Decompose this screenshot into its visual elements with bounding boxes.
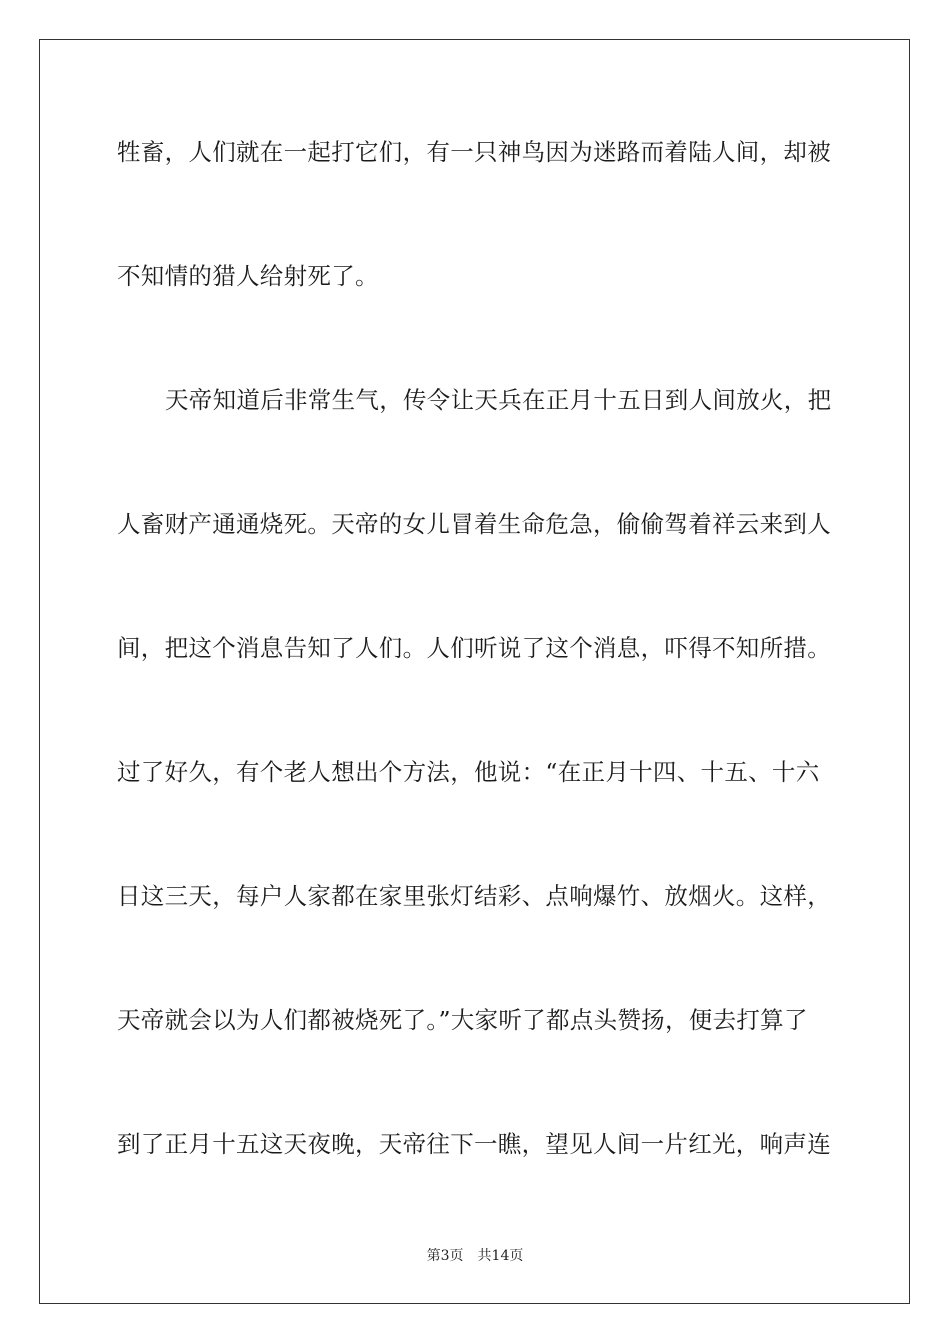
text-line-1: 牲畜，人们就在一起打它们，有一只神鸟因为迷路而着陆人间，却被 [117, 138, 831, 166]
page-number: 第3页 [426, 1248, 464, 1264]
text-line-3: 天帝知道后非常生气，传令让天兵在正月十五日到人间放火，把 [165, 386, 832, 414]
page-footer [0, 1247, 950, 1265]
text-line-7: 日这三天，每户人家都在家里张灯结彩、点响爆竹、放烟火。这样， [117, 882, 831, 910]
page-border [39, 39, 910, 1304]
text-line-9: 到了正月十五这天夜晚，天帝往下一瞧，望见人间一片红光，响声连 [117, 1130, 831, 1158]
text-line-2: 不知情的猎人给射死了。 [117, 262, 379, 290]
page-total: 共14页 [477, 1248, 524, 1264]
text-line-5: 间，把这个消息告知了人们。人们听说了这个消息，吓得不知所措。 [117, 634, 831, 662]
text-line-6: 过了好久，有个老人想出个方法，他说：“在正月十四、十五、十六 [117, 758, 820, 786]
text-line-4: 人畜财产通通烧死。天帝的女儿冒着生命危急，偷偷驾着祥云来到人 [117, 510, 831, 538]
text-line-8: 天帝就会以为人们都被烧死了。”大家听了都点头赞扬，便去打算了 [117, 1006, 808, 1034]
